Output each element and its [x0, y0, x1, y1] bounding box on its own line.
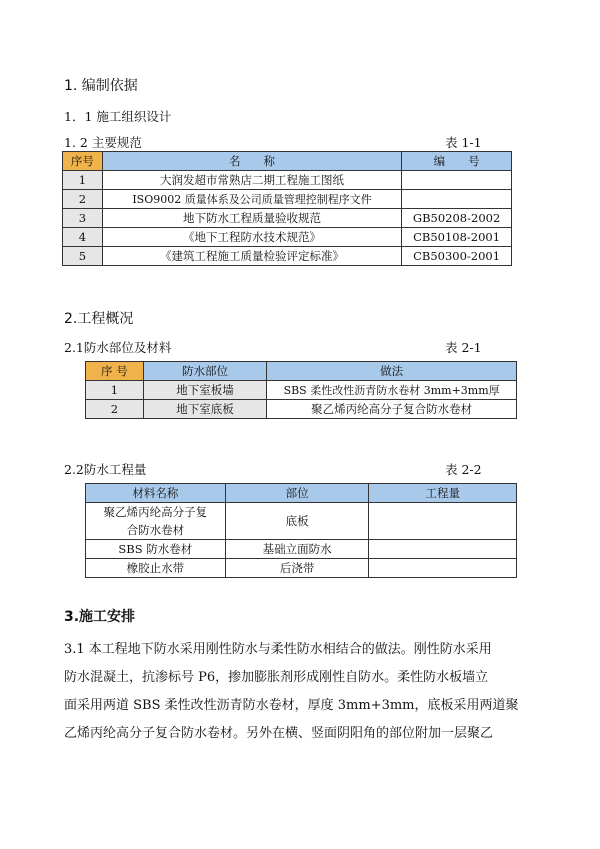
row-material-line-1: 聚乙烯丙纶高分子复: [103, 505, 208, 519]
section-1-1-heading: 1．1 施工组织设计: [64, 109, 172, 124]
table-row: [63, 190, 512, 209]
table-row: [86, 559, 517, 578]
row-location: 地下室底板: [143, 400, 266, 419]
table-row: [86, 381, 517, 400]
row-index: 2: [86, 400, 144, 419]
row-code: [402, 171, 512, 190]
section-2-title: 2.工程概况: [64, 311, 134, 327]
table-row: [63, 228, 512, 247]
table-row: [86, 503, 517, 540]
row-material: 橡胶止水带: [86, 559, 226, 578]
row-location: 地下室板墙: [143, 381, 266, 400]
header-location: 部位: [225, 484, 369, 503]
row-location: 后浇带: [225, 559, 369, 578]
row-material: [86, 503, 226, 540]
row-location: 基础立面防水: [225, 540, 369, 559]
table-2-1-label: 表 2-1: [445, 340, 482, 355]
row-code: CB50108-2001: [402, 228, 512, 247]
table-row: [63, 247, 512, 266]
row-quantity: [369, 503, 517, 540]
header-material: 材料名称: [86, 484, 226, 503]
table-2-2-label: 表 2-2: [445, 462, 482, 477]
row-index: 5: [63, 247, 103, 266]
row-code: CB50300-2001: [402, 247, 512, 266]
body-line: 乙烯丙纶高分子复合防水卷材。另外在横、竖面阴阳角的部位附加一层聚乙: [64, 726, 494, 741]
table-2-1: [85, 361, 517, 419]
table-row: [63, 209, 512, 228]
section-2-1-heading: 2.1防水部位及材料: [64, 340, 172, 355]
section-1-title: 1. 编制依据: [64, 78, 138, 94]
row-location: 底板: [225, 503, 369, 540]
table-row: [86, 540, 517, 559]
row-index: 1: [86, 381, 144, 400]
row-material-line-2: 合防水卷材: [126, 523, 185, 537]
table-2-2: [85, 483, 517, 578]
section-1-2-heading: 1. 2 主要规范: [64, 135, 142, 150]
row-name: 地下防水工程质量验收规范: [102, 209, 401, 228]
section-3-title: 3.施工安排: [64, 609, 136, 625]
body-line: 3.1 本工程地下防水采用刚性防水与柔性防水相结合的做法。刚性防水采用: [64, 642, 492, 657]
table-header-row: [63, 152, 512, 171]
table-row: [63, 171, 512, 190]
row-name: 《地下工程防水技术规范》: [102, 228, 401, 247]
row-index: 1: [63, 171, 103, 190]
row-index: 3: [63, 209, 103, 228]
header-index: 序 号: [86, 362, 144, 381]
table-1-1-label: 表 1-1: [445, 135, 482, 150]
row-index: 2: [63, 190, 103, 209]
table-1-1: [62, 151, 512, 266]
table-row: [86, 400, 517, 419]
section-2-2-heading: 2.2防水工程量: [64, 462, 147, 477]
header-method: 做法: [267, 362, 517, 381]
table-header-row: [86, 362, 517, 381]
header-quantity: 工程量: [369, 484, 517, 503]
table-header-row: [86, 484, 517, 503]
header-code: 编 号: [402, 152, 512, 171]
row-code: GB50208-2002: [402, 209, 512, 228]
row-quantity: [369, 559, 517, 578]
row-name: 大润发超市常熟店二期工程施工图纸: [102, 171, 401, 190]
row-name: 《建筑工程施工质量检验评定标准》: [102, 247, 401, 266]
row-material: SBS 防水卷材: [86, 540, 226, 559]
body-line: 防水混凝土，抗渗标号 P6，掺加膨胀剂形成刚性自防水。柔性防水板墙立: [64, 670, 489, 685]
row-quantity: [369, 540, 517, 559]
row-method: SBS 柔性改性沥青防水卷材 3mm+3mm厚: [267, 381, 517, 400]
header-index: 序号: [63, 152, 103, 171]
row-code: [402, 190, 512, 209]
body-line: 面采用两道 SBS 柔性改性沥青防水卷材，厚度 3mm+3mm，底板采用两道聚: [64, 698, 519, 713]
header-location: 防水部位: [143, 362, 266, 381]
row-index: 4: [63, 228, 103, 247]
row-name: ISO9002 质量体系及公司质量管理控制程序文件: [102, 190, 401, 209]
row-method: 聚乙烯丙纶高分子复合防水卷材: [267, 400, 517, 419]
header-name: 名 称: [102, 152, 401, 171]
